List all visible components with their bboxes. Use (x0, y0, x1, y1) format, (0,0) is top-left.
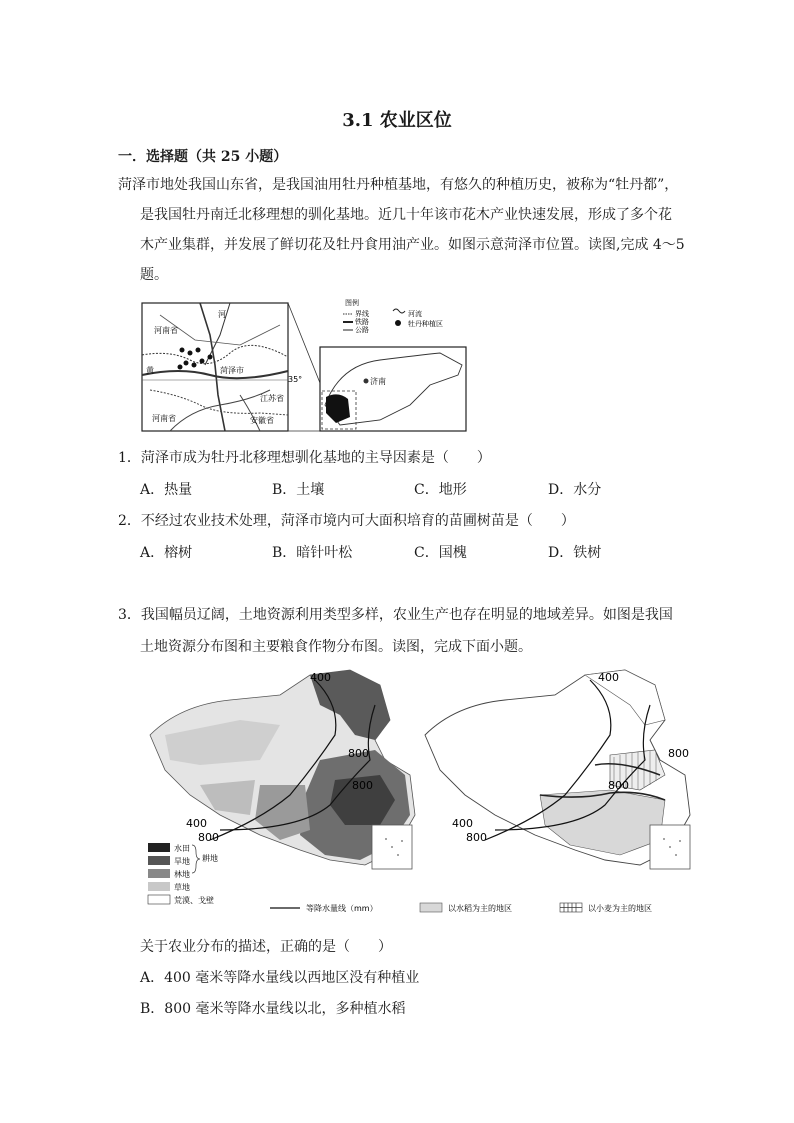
svg-text:河流: 河流 (408, 310, 422, 318)
q1-option-b[interactable]: B．土壤 (272, 482, 325, 498)
q3-option-a[interactable]: A．400 毫米等降水量线以西地区没有种植业 (140, 970, 420, 986)
svg-text:800: 800 (198, 831, 219, 844)
svg-text:800: 800 (466, 831, 487, 844)
svg-text:以小麦为主的地区: 以小麦为主的地区 (588, 904, 652, 913)
label-jinan: 济南 (370, 377, 386, 386)
question-3-sub: 关于农业分布的描述，正确的是（ ） (140, 939, 392, 955)
svg-text:图例: 图例 (345, 299, 359, 307)
crop-distribution-map (425, 670, 690, 869)
question-3-stem-line-2: 土地资源分布图和主要粮食作物分布图。读图，完成下面小题。 (140, 639, 532, 655)
question-1-stem: 1．菏泽市成为牡丹北移理想驯化基地的主导因素是（ ） (118, 450, 491, 466)
svg-text:林地: 林地 (174, 870, 190, 879)
svg-text:铁路: 铁路 (355, 318, 369, 326)
q2-option-a[interactable]: A．榕树 (140, 545, 193, 561)
intro-line-3: 木产业集群，并发展了鲜切花及牡丹食用油产业。如图示意菏泽市位置。读图,完成 4～5 (140, 237, 685, 253)
svg-text:400: 400 (452, 817, 473, 830)
question-2-stem: 2．不经过农业技术处理，菏泽市境内可大面积培育的苗圃树苗是（ ） (118, 513, 575, 529)
q2-option-c[interactable]: C．国槐 (414, 545, 467, 561)
intro-line-1: 菏泽市地处我国山东省，是我国油用牡丹种植基地，有悠久的种植历史，被称为“牡丹都”， (118, 177, 679, 193)
svg-text:800: 800 (348, 747, 369, 760)
label-anhui: 安徽省 (250, 416, 274, 425)
svg-text:荒漠、戈壁: 荒漠、戈壁 (174, 896, 214, 905)
q1-option-a[interactable]: A．热量 (140, 482, 193, 498)
map1-legend (343, 298, 443, 334)
svg-text:旱地: 旱地 (174, 857, 190, 866)
svg-text:水田: 水田 (174, 844, 190, 853)
question-3-stem-line-1: 3．我国幅员辽阔，土地资源利用类型多样，农业生产也存在明显的地域差异。如图是我国 (118, 607, 673, 623)
intro-line-4: 题。 (140, 267, 168, 283)
svg-text:以水稻为主的地区: 以水稻为主的地区 (448, 904, 512, 913)
label-henan-bottom: 河南省 (152, 414, 176, 423)
section-heading: 一．选择题（共 25 小题） (118, 149, 288, 165)
label-heze: 菏泽市 (220, 366, 244, 375)
svg-text:草地: 草地 (174, 883, 190, 892)
q1-option-d[interactable]: D．水分 (548, 482, 602, 498)
svg-text:400: 400 (310, 671, 331, 684)
q1-option-c[interactable]: C．地形 (414, 482, 467, 498)
svg-text:界线: 界线 (355, 310, 369, 318)
q2-option-d[interactable]: D．铁树 (548, 545, 602, 561)
heze-location-map (140, 295, 470, 435)
svg-text:800: 800 (608, 779, 629, 792)
china-maps (140, 665, 702, 920)
page-title: 3.1 农业区位 (342, 110, 452, 131)
svg-text:耕地: 耕地 (202, 854, 218, 863)
label-yellow: 黄 (146, 366, 154, 375)
label-henan-top: 河南省 (154, 326, 178, 335)
svg-text:400: 400 (186, 817, 207, 830)
label-river: 河 (218, 310, 226, 319)
svg-text:等降水量线（mm）: 等降水量线（mm） (306, 904, 378, 913)
land-resource-map (150, 670, 415, 869)
svg-text:400: 400 (598, 671, 619, 684)
q3-option-b[interactable]: B．800 毫米等降水量线以北，多种植水稻 (140, 1001, 406, 1017)
svg-text:公路: 公路 (355, 326, 369, 334)
svg-text:800: 800 (668, 747, 689, 760)
svg-text:800: 800 (352, 779, 373, 792)
intro-line-2: 是我国牡丹南迁北移理想的驯化基地。近几十年该市花木产业快速发展，形成了多个花 (140, 207, 672, 223)
q2-option-b[interactable]: B．暗针叶松 (272, 545, 353, 561)
label-latitude: 35° (288, 375, 303, 384)
svg-text:牡丹种植区: 牡丹种植区 (408, 320, 443, 328)
label-jiangsu: 江苏省 (260, 394, 284, 403)
